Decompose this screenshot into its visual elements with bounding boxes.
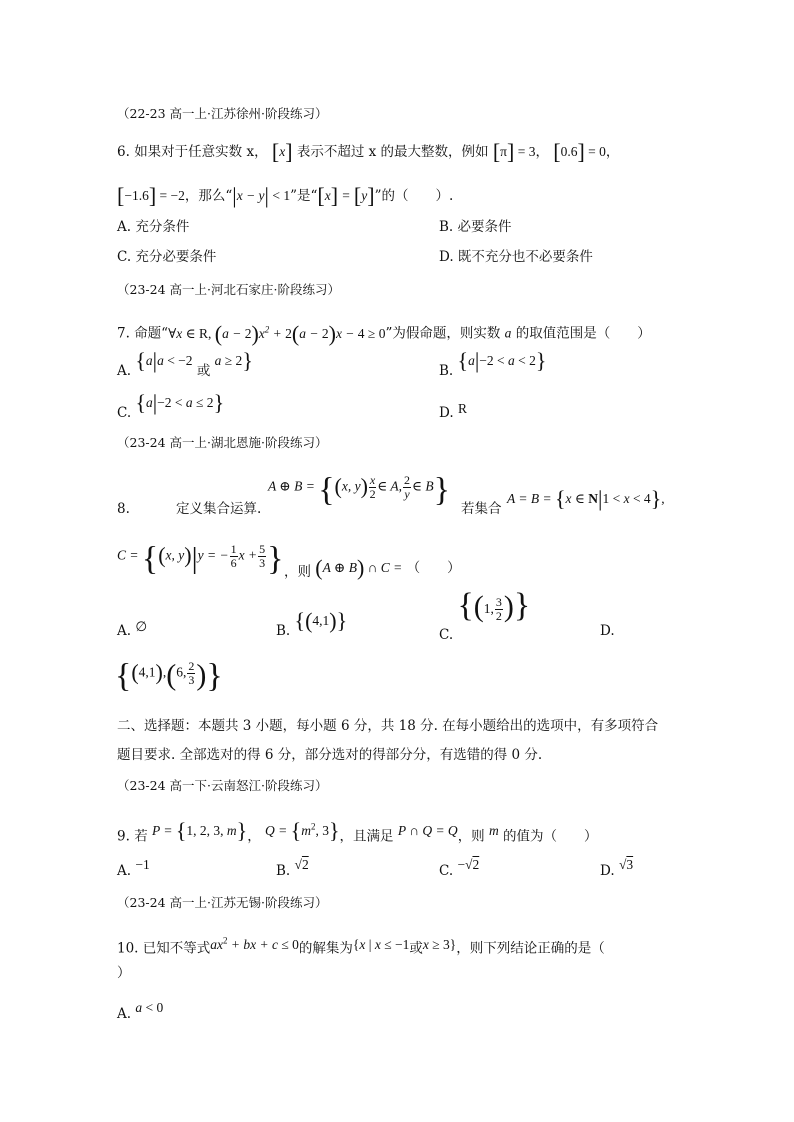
math: {(4,1)} <box>294 608 348 633</box>
math: C = {(x, y)|y = − $\frac{1}{6}$ x + $\frac{5}{3}$ } <box>117 540 284 578</box>
question-10-line2: ） <box>117 965 131 981</box>
question-10-line1: 10. 已知不等式$ax^2$ + bx + c ≤ 0的解集为{x | x ≤ −1或x ≥ 3}，则下列结论正确的是（ <box>117 935 605 957</box>
question-8-num: 8. <box>117 501 130 517</box>
math: $Q = \{m^2$, 3} <box>265 817 340 843</box>
math: a ≥ 2} <box>214 348 253 373</box>
option-a: A. ∅ <box>117 619 148 639</box>
section-instructions: 题目要求. 全部选对的得 6 分，部分选对的得部分分，有选错的得 0 分. <box>117 747 543 763</box>
question-9: 9. 若 P = {1, 2, 3, m}， $Q = \{m^2$, 3}，且满足 P ∩ Q = Q，则 m 的值为（ ） <box>117 817 598 845</box>
option-d: D. √3 <box>600 857 634 879</box>
option-d: D. 既不充分也不必要条件 <box>439 249 593 265</box>
option-c: C. 充分必要条件 <box>117 249 217 265</box>
source-tag: （23-24 高一上·河北石家庄·阶段练习） <box>117 282 340 297</box>
question-7-line1: 7. 命题“∀x ∈ R, $(a - 2)x^2 + 2(a - 2)x - 4 \ge 0$”为假命题，则实数 a 的取值范围是（ ） <box>117 320 651 346</box>
math: A = B = {x ∈ N|1 < x < 4}, <box>507 486 665 511</box>
math: [x] <box>271 139 293 164</box>
question-6-line1: 6. 如果对于任意实数 x， [x] 表示不超过 x 的最大整数，例如 [π] = 3， [0.6] = 0， <box>117 139 620 164</box>
option-c: C. {(1, $\frac{3}{2}$ )} <box>439 586 531 643</box>
option-a: A. a < 0 <box>117 1000 164 1022</box>
math: {a|a < −2 <box>135 348 193 373</box>
section-heading: 二、选择题：本题共 3 小题，每小题 6 分，共 18 分. 在每小题给出的选项中，有多项符合 <box>117 718 659 734</box>
option-a: A. −1 <box>117 857 150 879</box>
math: {(1, $\frac{3}{2}$ )} <box>457 586 531 624</box>
question-6-line2: [−1.6] = −2，那么“|x − y| < 1”是“[x] = [y]”的（ ）. <box>117 183 454 208</box>
option-d: D. <box>600 623 615 639</box>
math: {a|−2 < a ≤ 2} <box>135 390 225 415</box>
source-tag: （22-23 高一上·江苏徐州·阶段练习） <box>117 106 328 121</box>
math: P = {1, 2, 3, m} <box>151 817 248 843</box>
option-d-value: {(4,1),(6, $\frac{2}{3}$ )} <box>115 657 223 695</box>
source-tag: （23-24 高一上·江苏无锡·阶段练习） <box>117 895 328 910</box>
option-a: A. 充分条件 <box>117 219 190 235</box>
option-b: B. √2 <box>276 857 309 879</box>
math: [π] = 3 <box>492 139 536 164</box>
math: ∀x ∈ R, $(a - 2)x^2 + 2(a - 2)x - 4 \ge 0$ <box>168 320 386 346</box>
math: [0.6] = 0 <box>553 139 606 164</box>
option-c: C. {a|−2 < a ≤ 2} <box>117 390 225 421</box>
math: [x] = [y] <box>317 183 375 208</box>
source-tag: （23-24 高一上·湖北恩施·阶段练习） <box>117 435 328 450</box>
math: {a|−2 < a < 2} <box>457 348 547 373</box>
question-8-text: ，则 (A ⊕ B) ∩ C = （ ） <box>284 555 461 580</box>
math: A ⊕ B = {(x, y) $\frac{x}{2}$ ∈ A, $\frac{2}{y}$ ∈ B} <box>268 471 450 509</box>
option-a: A. {a|a < −2 或 a ≥ 2} <box>117 348 253 379</box>
question-8-text: 定义集合运算. <box>176 501 262 517</box>
option-b: B. {(4,1)} <box>276 608 348 639</box>
math: P ∩ Q = Q <box>397 822 458 838</box>
option-b: B. {a|−2 < a < 2} <box>439 348 547 379</box>
math: |x − y| < 1 <box>232 183 291 208</box>
math: (A ⊕ B) ∩ C = <box>315 555 403 580</box>
option-d: D. R <box>439 401 467 421</box>
math: [−1.6] = −2 <box>117 183 185 208</box>
math: $ax^2$ + bx + c ≤ 0 <box>210 935 299 952</box>
question-8-text: 若集合 <box>461 501 502 517</box>
math: x ≥ 3} <box>422 936 457 952</box>
option-c: C. −√2 <box>439 857 480 879</box>
source-tag: （23-24 高一下·云南怒江·阶段练习） <box>117 778 328 793</box>
option-b: B. 必要条件 <box>439 219 512 235</box>
math: {x | x ≤ −1 <box>352 936 410 952</box>
